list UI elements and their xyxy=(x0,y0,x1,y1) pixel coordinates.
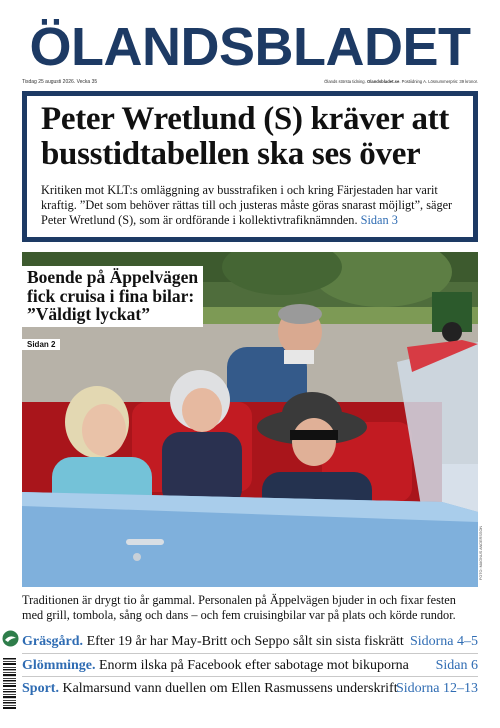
photo-credit: FOTO: MAGNUS ANDERSSON xyxy=(479,525,483,580)
barcode-icon xyxy=(2,656,17,712)
info-prefix: Ölands största tidning. xyxy=(324,79,366,84)
photo-headline-line-3: ”Väldigt lyckat” xyxy=(27,304,150,324)
teaser-page-ref[interactable]: Sidorna 4–5 xyxy=(409,634,478,649)
publication-info xyxy=(324,79,478,84)
photo-body: Traditionen är drygt tio år gammal. Personalen på Äppelvägen bjuder in och fixar festen med grill, tombola, sång och dans – och fem cruisingbilar var på plats och körde rundor. xyxy=(22,593,456,622)
teaser-sport[interactable] xyxy=(22,676,478,699)
photo-headline-line-2: fick cruisa i fina bilar: xyxy=(27,285,195,306)
feature-photo[interactable] xyxy=(22,252,478,587)
eco-label-icon xyxy=(2,630,19,647)
teaser-kicker: Glömminge. xyxy=(22,658,96,673)
photo-headline[interactable] xyxy=(22,266,203,327)
lead-page-ref[interactable]: Sidan 3 xyxy=(360,213,398,227)
teaser-kicker: Sport. xyxy=(22,681,59,696)
teaser-kicker: Gräsgård. xyxy=(22,634,84,649)
teaser-text: Enorm ilska på Facebook efter sabotage mot bikuporna xyxy=(99,658,409,673)
masthead-logo: ÖLANDSBLADET xyxy=(29,17,471,77)
photo-page-ref[interactable]: Sidan 2 xyxy=(22,339,60,350)
lead-story[interactable] xyxy=(22,91,478,242)
info-site: Olandsbladet.se xyxy=(366,79,400,84)
lead-body-text: Kritiken mot KLT:s omläggning av busstrafiken i och kring Färjestaden har varit kraftig. ”Det som behöver rättas till och justeras måste göras snarast möjligt”, säger Peter Wretlund (S), som är ordförande i kollektivtrafiknämnden. xyxy=(41,183,453,227)
teaser-text: Kalmarsund vann duellen om Ellen Rasmussens underskrift xyxy=(62,681,398,696)
teaser-page-ref[interactable]: Sidorna 12–13 xyxy=(395,681,478,696)
info-suffix: . Postiidning A. Lösnummerpris: 39 kronor. xyxy=(399,79,478,84)
teaser-text: Efter 19 år har May-Britt och Seppo sålt sin sista fiskrätt xyxy=(86,634,404,649)
teaser-page-ref[interactable]: Sidan 6 xyxy=(435,658,478,673)
lead-headline[interactable]: Peter Wretlund (S) kräver att busstidtabellen ska ses över xyxy=(41,101,450,172)
teaser-list xyxy=(22,630,478,699)
teaser-glomminge[interactable] xyxy=(22,653,478,676)
photo-headline-line-1: Boende på Äppelvägen xyxy=(27,267,199,287)
dateline: Tisdag 25 augusti 2026. Vecka 35 xyxy=(22,79,98,85)
lead-body xyxy=(41,183,473,228)
teaser-grasgard[interactable] xyxy=(22,630,478,653)
